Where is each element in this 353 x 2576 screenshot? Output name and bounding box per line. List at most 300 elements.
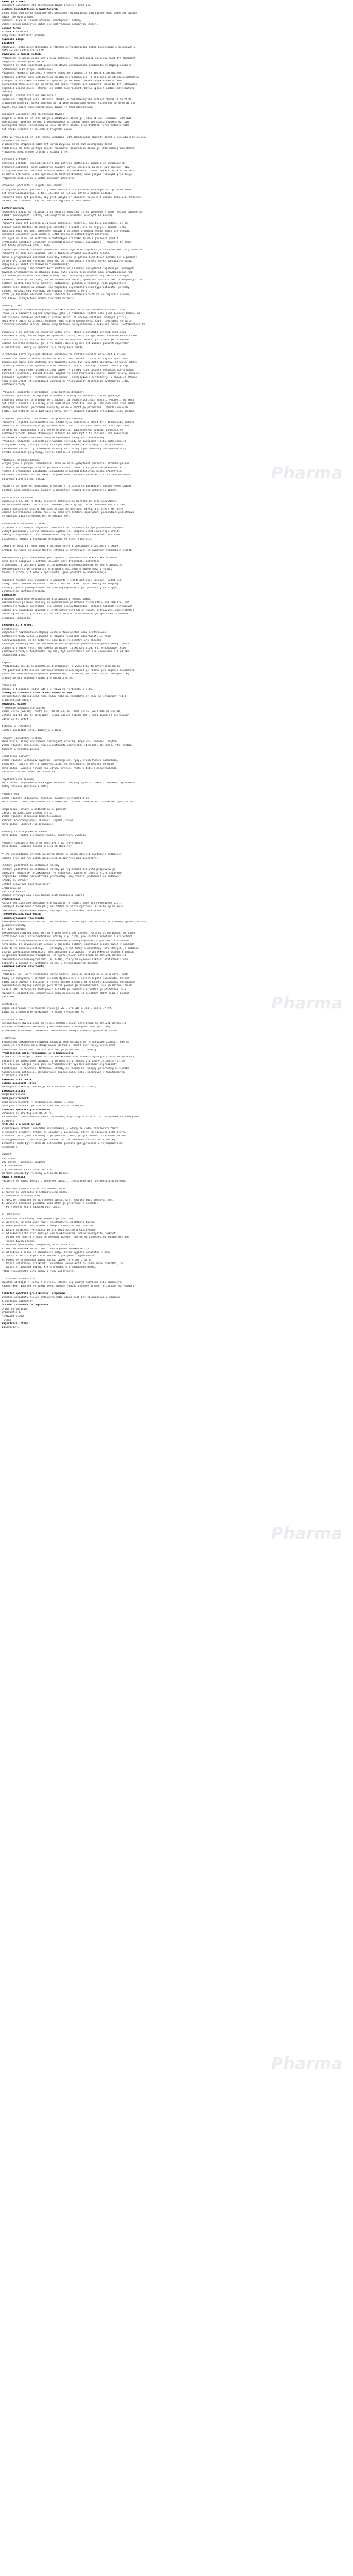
text-line: Pomocná látka se známým účinkem: monohydrát laktózy: [2, 19, 81, 22]
text-line: Beclomet Easyhaler 200 mikrogramů/dávka:: [2, 113, 64, 117]
text-line: Doba použitelnosti v neporušeném obalu: 3 roky.: [2, 1100, 75, 1104]
text-line: krátkodobě působící inhalační bronchodilatátor (např. salbutamol). Pacienti by měli: [2, 241, 131, 244]
text-line: systémovou léčbou. Tyto alergie by měly být léčeny symptomaticky antihistaminiky: [2, 447, 126, 451]
text-line: Není známo: Supresa funkce nadledvin, snížení růstu u dětí a dospívajících: [2, 766, 117, 770]
text-line: Převedení pacientů z jiných inhalátorů:: [2, 184, 63, 188]
text-line: sledování pacienta.: [2, 616, 32, 620]
section-heading: Těhotenství a kojení: [2, 624, 33, 627]
text-line: Finsko: [2, 1318, 11, 1322]
section-heading: FARMAKOLOGICKÉ VLASTNOSTI: [2, 913, 41, 917]
text-line: mikrogramů/den. Jestliže se dávka již ukáže vhodnou pro pacienta, měla by být titrována: [2, 83, 137, 87]
text-line: Velmi vzácné: paradoxní bronchospasmus: [2, 815, 61, 819]
text-line: Systémové účinky inhalačních kortikosteroidů se mohou vyskytnout zejména při vysokých: [2, 267, 134, 270]
text-line: Doba použitelnosti po prvním otevření obalu: 6 měsíců.: [2, 1105, 86, 1108]
text-line: Orionintie 1: [2, 1311, 21, 1314]
text-line: dávce 160 mikrogramů.: [2, 15, 35, 19]
text-line: syndrom, cushingoidní rysy, útlum funkce nadledvin, zpomalení růstu u dětí a dospívajících,: [2, 278, 144, 282]
text-line: Není známo: Snížení kostní minerální denzity*: [2, 845, 72, 849]
spc-leaflet: [2, 1, 351, 1330]
text-line: inhalačních kortikosteroidů.: [2, 590, 46, 593]
text-line: účinky na adresu:: [2, 879, 28, 882]
text-line: Dávkování: Nejobvyklejší udržovací dávka je 200 mikrogramů dvakrát denně. V těžších: [2, 98, 131, 101]
text-line: a nerezové pružiny. Prášek je obsažen v zásobníku, který je součástí inhalátoru.: [2, 1130, 126, 1134]
text-line: účinků při souběžném užívání silných inhibitorů CYP3A (např. ritonaviru, kobicistatu): [2, 609, 134, 612]
text-line: A. Vložení inhalátoru do ochranného obalu:: [2, 1187, 68, 1191]
text-line: Lékaři by měli být obezřetní k možnému rozvoji pneumonie u pacientů s CHOPN,: [2, 545, 120, 548]
text-line: být zvážena indikace pacienta k očnímu lékaři za účelem vyšetření možných příčin,: [2, 316, 128, 319]
section-heading: Seznam pomocných látek: [2, 1082, 36, 1085]
text-line: důležité. Umožňuje to pokračovat ve sledování poměru přínosů a rizik léčivého: [2, 872, 122, 875]
text-line: Další informace: Stisknutí inhalátoru několikrát za sebou může způsobit, že: [2, 1262, 124, 1265]
text-line: Doporučuje se pravidelně sledovat výšku dětí, které dlouhodobě užívají inhalační: [2, 331, 126, 334]
text-line: 4. Držte inhalátor ve svislé poloze mezi palcem a ukazovákem.: [2, 1228, 97, 1232]
text-line: údajů nelze určit).: [2, 717, 32, 721]
text-line: mezi které patří katarakta, glaukom nebo vzácné onemocnění, např. centrální serózní: [2, 319, 131, 323]
section-heading: FARMACEUTICKÉ ÚDAJE: [2, 1078, 32, 1082]
text-line: teratogenní u hlodavců. Nežádoucí účinky na reprodukci nebyly pozorovány u člověka.: [2, 1067, 131, 1070]
text-line: Pacienty je nutno poučit o správném použití inhalátoru dle následujícího návodu:: [2, 1179, 126, 1183]
text-line: 2 × 200 dávek: [2, 1165, 22, 1168]
text-line: Poruchy oka: [2, 793, 19, 796]
text-line: elastomer).: [2, 1146, 19, 1149]
text-line: případech může být dávka zvýšena až na 1600 mikrogramů denně, rozdělená do dvou až čtyř: [2, 102, 137, 105]
text-line: léčivá látka dostane do cílových oblastí v plicích. Pro co nejvyšší účinek léčby: [2, 226, 126, 229]
text-line: účinná kontrola astmatu, je-li to možné. Navíc by měl být zvážen pacient doporučen: [2, 342, 129, 346]
text-line: Přibližně 10 – 30 % inhalované dávky léčivé látky se dostane do plic a větší část: [2, 973, 128, 977]
text-line: U systémového i lokálního podání kortikosteroidů může být hlášena porucha zraku.: [2, 308, 126, 312]
text-line: Farmakoterapeutická skupina: Jiná inhalační léčiva opatření obstrukční choroby dýchacích cest,: [2, 920, 148, 924]
text-line: glukokortikoidy.: [2, 924, 27, 928]
text-line: hypoadrenalismu.: [2, 654, 27, 657]
text-line: Velmi vzácné: Cushingův syndrom, cushingoidní rysy, útlum funkce nadledvin,: [2, 759, 119, 762]
text-line: při které je zajištěna účinná kontrola astmatu.: [2, 297, 75, 300]
section-heading: Léková forma: [2, 27, 21, 30]
text-line: tvorba zánětlivých mediátorů. Beklometason-dipropionát je prolékem se slabou afinitou: [2, 950, 134, 954]
section-heading: Nežádoucí účinky: [2, 703, 27, 706]
text-line: Distribuce: [2, 1003, 18, 1007]
section-heading: Druh obalu a obsah balení: [2, 1123, 41, 1127]
text-line: odpovědí pacienta.: [2, 139, 30, 143]
text-line: účinně kontrolováno astma. Navíc by mělo být zváženo doporučení pacienta k pediatrovi: [2, 511, 134, 514]
text-line: Méně časté: alergické reakce zahrnující exantém, kopřivku, svědění, erytém: [2, 740, 117, 743]
text-line: Doporučuje se, aby u dětí, léčených inhalačními kortikoidy byla pravidelně: [2, 500, 117, 503]
text-line: rozdělenou do dvou až čtyř dávek. Maximální doporučená dávka je 1000 mikrogramů denně.: [2, 147, 136, 150]
text-line: Pokud se u pacienta objeví symptomy, jako je rozmazané vidění nebo jiné poruchy zraku, má: [2, 312, 141, 316]
text-line: Nejvyšší je podat systémové kortikosteroidy.: [2, 263, 71, 267]
text-line: Pacienti musí být poučeni o správné inhalační technice, aby bylo zajištěno, že se: [2, 222, 128, 226]
text-line: 9. Pokud je předepsána další dávka, opakujte kroky 3 až 8.: [2, 1258, 92, 1262]
text-line: Počáteční dávka u pacientů s lehkým astmatem (stupeň 2) je 400 mikrogramů/den,: [2, 72, 124, 75]
text-line: snížení kostní minerální denzity, katarakta, glaukom a vzácněji řada psychických: [2, 282, 126, 286]
text-line: Zažívací systém: eventuální nauzea: [2, 770, 55, 773]
text-line: Kojení: [2, 662, 11, 664]
text-line: Neaplikovatelné.: [2, 1093, 27, 1097]
text-line: Infekce a infestace: [2, 725, 32, 729]
pharma-watermark: Pharma: [271, 1523, 342, 1543]
text-line: být dávka zvýšena až na 2000 mikrogramů denně.: [2, 128, 74, 131]
text-line: Vzácné: bronchospasmus, dušnost, sípání, kašel: [2, 819, 74, 822]
text-line: nepravděpodobné, že by tyto výsledky byly relevantní pro člověka.: [2, 639, 103, 642]
text-line: Velmi vzácné: angioedém, hypersenzitivita zahrnující edém očí, obličeje, rtů, hrdla,: [2, 744, 133, 748]
text-line: Paradoxní bronchospasmus:: [2, 458, 41, 462]
text-line: kortikosteroidy v těhotenství by měly být novorozenci pečlivě sledováni z hlediska: [2, 650, 129, 653]
text-line: 2. Jestliže je inhalátor nový, zkontrolujte počítadlo dávek.: [2, 1221, 95, 1224]
text-line: Předklinické údaje získané na základě konvenčních farmakologických studií bezpečnosti,: [2, 1056, 136, 1059]
text-line: méně často spojován s infekcí dolních cest dýchacích. Informace: [2, 560, 100, 563]
text-line: Rizikové faktory pro pneumonii u pacientů s CHOPN zahrnují kouření, vyšší věk,: [2, 578, 124, 582]
section-heading: Klinické údaje: [2, 38, 24, 41]
text-line: Uchovávejte při teplotě do 30 °C.: [2, 1112, 54, 1115]
text-line: mít tento přípravek vždy u sebe.: [2, 244, 52, 248]
text-line: Zhoršení astmatu:: [2, 158, 28, 161]
text-line: bronchodilatancií) může vyžadovat zvýšení dávky. Pacienti by měli být poučeni, aby: [2, 166, 129, 169]
text-line: kortikosteroidů. Během stresových situací by měli být tito pacienti pod lékařským: [2, 432, 128, 436]
section-heading: Farmakodynamické vlastnosti: [2, 917, 44, 920]
text-line: Přípravek není vhodný pro děti mladší 6 let.: [2, 151, 71, 154]
text-line: B. Inhalace:: [2, 1213, 21, 1217]
text-line: Poruchy zraku: [2, 305, 22, 308]
text-line: účinky (viz bod "Zvláštní upozornění a opatření pro použití").: [2, 857, 98, 860]
text-line: Pacienti musí být poučeni, aby před Easyhaler převedli silnu a hlubokou inhalaci. Pacienti: [2, 196, 142, 199]
text-line: Na trhu nemusí být všechny velikosti balení.: [2, 1172, 71, 1175]
text-line: Šrobárova 48: [2, 887, 21, 890]
text-line: Převedení pacientů z perorální léčby kortikosteroidy:: [2, 417, 85, 421]
text-line: 4. Zavřete ochranné pouzdro. Inhalátor je připraven k použití.: [2, 1202, 98, 1205]
text-line: Prášek k inhalaci.: [2, 31, 30, 34]
pharma-watermark: Pharma: [271, 2053, 342, 2073]
text-line: Nejsou k dispozici žádné údaje o vlivu na fertilitu u lidí.: [2, 687, 94, 691]
text-line: Zhoršení astmatu (ukazují vzrůstající potřebu krátkodobě působících inhalačních: [2, 162, 125, 166]
section-heading: Registrační číslo: [2, 1322, 28, 1325]
text-line: (stupeň 3) a těžkým astmatem (stupeň 4) je počáteční dávka obvykle 800 – 1600: [2, 79, 122, 82]
text-line: Není známo: Eosinofilní pneumonie: [2, 823, 54, 826]
text-line: Potom jej nechte vrátit do původní polohy. Tím se do inhalačního kanálu dostane: [2, 1236, 129, 1239]
text-line: důvodu a proto, vzhledem k opatrnosti, jeho použití se nedoporučuje.: [2, 571, 108, 574]
section-heading: Držitel rozhodnutí o registraci: [2, 1304, 50, 1307]
text-line: v případě náhlého zhoršení astmatu okamžitě kontaktovali svého lékaře. V této situaci: [2, 169, 134, 173]
text-line: protože klinické příznaky těchto infekcí se překrývají se symptomy exacerbací CHOPN.: [2, 548, 133, 552]
text-line: nejnižší účinné dávce, kterou lze astma kontrolovat. Dávku upravit podle individuální: [2, 87, 134, 90]
text-line: snížit dávku inhalačního kortikosteroidu na nejnižší dávku, při které je ještě: [2, 507, 124, 511]
section-heading: Interakce: [2, 594, 16, 597]
text-line: vlhkostí.: [2, 1119, 16, 1123]
section-heading: Zvláštní opatření pro uchovávání: [2, 1108, 52, 1112]
text-line: účinků nebo účinků na chování zahrnujících psychomotorickou hyperaktivitu, poruchy: [2, 286, 129, 289]
text-line: * Při dlouhodobém užívání vysokých dávek se mohou objevit systémové nežádoucí: [2, 853, 122, 857]
text-line: Easyhaler užíván pravidelně.: [2, 61, 46, 64]
text-line: Beklometason je ve srovnání s placebem u pacientů s CHOPN nemá z tohoto: [2, 567, 112, 571]
text-line: 100 41 Praha 10: [2, 890, 25, 894]
text-line: Fertilita: [2, 684, 16, 687]
text-line: beklometason-dipropionátu po perorálním podání je zanedbatelná, ale je metabolizován: [2, 984, 133, 988]
section-heading: Název přípravku: [2, 1, 25, 4]
text-line: Pacienti se vzácnými dědičnými problémy s intolerancí galaktózy, úplným nedostatkem: [2, 485, 131, 488]
text-line: aktivitu a minimální systémový účinek v terapeutických dávkách.: [2, 962, 100, 965]
text-line: protizánětlivé a vazokonstrikční účinky v plicích, pro snížení symptomů a exacerbací: [2, 935, 133, 939]
text-line: Převádění pacientů léčených perorálními steroidy na inhalační léčbu může odhalit: [2, 439, 126, 443]
text-line: Potom vypláchněte ústa vodou a vodu vyplivněte.: [2, 1269, 75, 1273]
pharma-watermark: Pharma: [271, 463, 342, 482]
text-line: se specializací na onemocnění dýchacích cest.: [2, 515, 72, 518]
text-line: dávek. Maximální doporučená denní dávka je 2000 mikrogramů.: [2, 105, 94, 109]
text-line: dávkách předepsaných po dlouhou dobu. Tyto účinky jsou mnohem méně pravděpodobné než: [2, 271, 133, 274]
text-line: 2. Otevřete ochranný obal.: [2, 1195, 42, 1198]
text-line: a beklometason (BOH). Neaktivní metabolity nemají farmakologickou aktivitu.: [2, 1029, 119, 1033]
text-line: Plastové části jsou vyrobeny z polyesteru, LDPE, polykarbonátu, styren-butadienu: [2, 1135, 126, 1138]
text-line: Není známo: Psychomotorická hyperaktivita, poruchy spánku, úzkost, deprese, agresivita,: [2, 782, 137, 785]
text-line: by měl být urgentně vyšetřen lékařem. Je třeba zvážit zvýšení dávky kortikosteroidů.: [2, 259, 133, 263]
text-line: 3. Před použitím inhalátorem třepejte nahoru a dolů 3–5krát.: [2, 1225, 95, 1228]
text-line: být individualizována, a to s ohledem na léčivou látku a metodu podání.: [2, 192, 112, 196]
text-line: Děti ve věku 6 až 12 let: jedna inhalace (200 mikrogramů) dvakrát denně v souladu s klinickou: [2, 135, 146, 139]
section-heading: Inkompatibility: [2, 1089, 25, 1093]
text-line: Po vložení krytu náustku odstraňte.: [2, 1206, 61, 1209]
text-line: ATC kód: R03BA01: [2, 928, 27, 931]
text-line: studiích u zvířat.: [2, 1074, 30, 1078]
text-line: Časté: kandidóza ústní dutiny a hltanu: [2, 729, 61, 732]
text-line: přínos oproti možnému riziku pro matku i dítě.: [2, 676, 74, 680]
text-line: Stejně jako u jiných inhalačních léčiv se může vyskytnout paradoxní bronchospasmus: [2, 462, 129, 466]
text-line: Akutní toxicita beklometason-dipropionátu je nízká. Také při nesprávném užití: [2, 902, 122, 905]
text-line: Hypersenzitivita na léčivou látku nebo na pomocnou látku uvedenou v bodě "Seznam pomocných: [2, 211, 142, 214]
text-line: nízký index tělesné hmotnosti (BMI) a těžkou CHOPN. Tyto faktory by měly být: [2, 583, 120, 586]
text-line: laktázy nebo malabsorpcí glukózy a galaktózy nemají tento přípravek užívat.: [2, 488, 119, 492]
text-line: a/nebo lokálními přípravky, včetně lokálních steroidů.: [2, 451, 86, 454]
text-line: zahrnovat anorexii, bolest břicha, úbytek tělesné hmotnosti, únavu, bolest hlavy, nauzeu,: [2, 372, 141, 376]
text-line: ke glukokortikoidnímu receptoru. Je hydrolyzován esterázami na aktivní metabolit: [2, 954, 126, 958]
text-line: 200 dávek: [2, 1157, 16, 1160]
text-line: Při podávání inhalačních kortikosteroidů během kojení je riziko pro kojence minimální.: [2, 669, 136, 672]
text-line: Předpokládá se, že beklometason-dipropionát je vylučován do mateřského mléka.: [2, 665, 122, 669]
section-heading: Předklinické údaje vztahující se k bezpečnosti: [2, 1052, 74, 1055]
text-line: Pediatrická populace: [2, 496, 33, 500]
text-line: alergické stavy, jako je alergická rýma nebo ekzém, které byly dříve potlačeny: [2, 444, 124, 447]
text-line: Poruchy kůže a podkožní tkáně: [2, 830, 47, 834]
text-line: 6. Klidně vydechněte, nevydechujte do inhalátoru.: [2, 1244, 78, 1247]
text-line: Respirační, hrudní a mediastinální poruchy: [2, 808, 68, 811]
text-line: by mohly potenciálně vyvolat akutní adrenální krizi, zahrnují trauma, chirurgický: [2, 365, 128, 368]
text-line: Karcinogenní potenciál beklometason-dipropionátu nebyl pozorován v dlouhodobých: [2, 1070, 125, 1074]
text-line: (B-17-MP).: [2, 996, 18, 999]
text-line: V případě převodu pacienta z jiného inhalátoru s práškem na Easyhaler by léčba měla: [2, 188, 131, 191]
text-line: a polypropylenu. Inhalátor je zabalen do laminátového sáčku a do krabičky.: [2, 1138, 117, 1142]
text-line: 2 × 200 dávek + ochranné pouzdro: [2, 1168, 52, 1172]
text-line: Po otevření laminátového sáčku: Uchovávejte při teplotě do 25 °C. Přípravek chraňte před: [2, 1116, 139, 1119]
text-line: Monohydrát laktózy (obsahuje malé množství mléčných bílkovin): [2, 1086, 97, 1089]
text-line: zákrok, infekci nebo rychlé snížení dávky. Příznaky jsou typicky nespecifické a mohou: [2, 368, 134, 372]
text-line: Bezpečnost beklometason-dipropionátu v těhotenství nebyla stanovena.: [2, 631, 108, 634]
text-line: pro člověka. Stejně jako jiné kortikosteroidy byl beklometason-dipropionát: [2, 1063, 117, 1067]
text-line: Všechen nepoužitý léčivý přípravek nebo odpad musí být zlikvidován v souladu: [2, 1296, 120, 1299]
text-line: Není známo: Kožní alergické reakce, svědivost, vyrážka: [2, 834, 86, 838]
text-line: být stabilizovaní v klinicky stabilním stavu před tím, než je zahájena inhalační léčba.: [2, 402, 137, 406]
text-line: Poruchy svalové a kosterní soustavy a pojivové tkáně: [2, 842, 83, 845]
text-line: s okamžitým zvýšeným sípáním po podání dávky. Tento stav je nutné okamžitě léčit: [2, 466, 126, 469]
text-line: Není známo: rozmazané vidění (viz také bod "Zvláštní upozornění a opatření pro použití"): [2, 800, 139, 803]
text-line: Kortikosteroidy vedou u zvířat k rozvoji fetálních abnormalit. Je však: [2, 635, 111, 639]
text-line: Náhlé a progresivní zhoršení kontroly astmatu je potenciálně život ohrožující a pacient: [2, 256, 137, 259]
text-line: Beklometason-dipropionát nemá žádný nebo má zanedbatelný vliv na schopnost řídit: [2, 695, 126, 699]
text-line: k pediatrovi, který se specializuje na dýchací cesty.: [2, 346, 85, 349]
text-line: Biotransformace: [2, 1018, 25, 1021]
text-line: Beclomet Easyhaler 200 mikrogramů/dávka prášek k inhalaci: [2, 4, 91, 8]
text-line: Beclomet Easyhaler není určen k léčbě akutních astmatických záchvatů.: [2, 233, 109, 237]
text-line: 5. Stiskněte inhalátor mezi palcem a ukazovákem, dokud neuslyšíte cvaknutí.: [2, 1232, 119, 1235]
text-line: Těhotným ženám by měl být beklometason-dipropionát předepisován pouze tehdy, je-li: [2, 643, 129, 646]
text-line: kortikosteroidy.: [2, 383, 27, 387]
text-line: 1. Odstraňte ochranný obal (nebo kryt náustku).: [2, 1217, 75, 1221]
text-line: FI-02200 Espoo: [2, 1315, 24, 1318]
text-line: kortikosteroidy a interakce jsou obecně nepravděpodobné; nicméně možnost systémových: [2, 605, 133, 609]
text-line: nebo elektivních chirurgických zákroků je třeba zvážit doplňkovou systémovou léčbu: [2, 379, 129, 383]
text-line: 1. Vyndejte inhalátor z laminátového sáčku.: [2, 1191, 69, 1194]
text-line: potřeby.: [2, 91, 15, 94]
text-line: přípravku. Žádáme zdravotnické pracovníky, aby hlásili podezření na nežádoucí: [2, 875, 122, 879]
section-heading: Návod k použití: [2, 1176, 25, 1179]
text-line: Pneumonie u pacientů s CHOPN: [2, 523, 46, 526]
text-line: Časté: chrapot, podráždění hrdla: [2, 812, 52, 815]
text-line: skutečnost nebyla přesvědčivě prokázána ve všech studiích.: [2, 537, 92, 541]
text-line: vylučuje přibližně 60 % dávky během 96 hodin, menší část se vylučuje močí.: [2, 1044, 117, 1048]
text-line: s místními požadavky.: [2, 1299, 35, 1303]
text-line: Proto je důležité udržovat dávku inhalačního kortikosteroidu na co nejnižší úrovni,: [2, 293, 131, 297]
text-line: při léčbě perorálními kortikosteroidy. Mezi možné systémové účinky patří Cushingův: [2, 275, 129, 278]
text-line: Pro rychlou úlevu od akutních astmatických příznaků by měli pacienti použít: [2, 237, 119, 240]
text-line: chorioretinopatie (CSCR), které byly hlášeny po systémovém i lokálním podání kortikosteroidů.: [2, 323, 146, 327]
text-line: Přípravek není určen k léčbě akutních záchvatů.: [2, 177, 75, 180]
text-line: Bílý nebo téměř bílý prášek.: [2, 34, 46, 38]
text-line: Je-li beklometason-dipropionát podáván kojícím ženám, je třeba zvážit terapeutický: [2, 673, 129, 676]
text-line: kapesníkem. Náustek se nikdy nesmí umývat vodou, protože prášek je citlivý na vlhkost.: [2, 1285, 136, 1288]
text-line: a obsluhovat stroje.: [2, 699, 33, 702]
text-line: o pneumonii u pacientů užívajících beklometason-dipropionát nejsou k dispozici.: [2, 564, 125, 567]
text-line: zvláštní opatrnost a pravidelné sledování adrenokortikálních funkcí. Pacienti by měli: [2, 398, 134, 402]
text-line: není znám. Je považován za účinný v důsledku snížení zánětlivé reakce buněk v plicích.: [2, 943, 136, 947]
text-line: Endokrinní poruchy: [2, 755, 30, 759]
text-line: zadržte dech alespoň 5–10 sekund a pak pomalu vydechněte.: [2, 1255, 95, 1258]
text-line: toxicity po opakovaném podávání a genotoxicity neodhalily žádné zvláštní riziko: [2, 1059, 125, 1063]
text-line: Těhotenství: [2, 627, 19, 631]
text-line: monitorována výška. Je-li růst zpomalen, měla by být léčba přehodnocena s cílem: [2, 504, 125, 507]
section-heading: Účinky na schopnost řídit a obsluhovat stroje: [2, 692, 72, 695]
section-heading: Doba použitelnosti: [2, 1097, 30, 1100]
text-line: Balení:: [2, 1153, 13, 1157]
text-line: zahájena alternativní léčba.: [2, 477, 46, 481]
text-line: Maximální plazmatické koncentrace jsou dosaženy po 15 minutách (BDP) a po 1 hodině: [2, 992, 129, 995]
text-line: jedna dávka prášku.: [2, 1239, 36, 1243]
text-line: funkce nadledvin a akutní adrenální krizi. Děti mladší 16 let užívající vyšší než: [2, 357, 128, 361]
text-line: mikrogramů) dvakrát denně. V odůvodněných případech může být dávka zvýšena na 1600: [2, 121, 129, 124]
text-line: Převádění pacientů léčených perorálními steroidy na inhalační léčbu vyžaduje: [2, 395, 120, 398]
text-line: Beklometason je méně závislý na metabolismu prostřednictvím CYP3A než některé jiné: [2, 601, 129, 604]
text-line: dávky je zachycena v horních cestách dýchacích a v ústech a poté spolknuta. Účinná: [2, 977, 129, 980]
text-line: změny chování (zejména u dětí): [2, 785, 49, 789]
text-line: přihlédnutím ke stupni onemocnění.: [2, 68, 55, 71]
text-line: beklometason-17-monopropionát (B-17-MP), který má vysokou lokální protizánětlivou: [2, 958, 128, 961]
text-line: léčby. Pacienti by měli být upozorněni, aby v případě nutnosti vyhledali svého lékaře.: [2, 409, 136, 413]
text-line: 200 dávek + ochranné pouzdro: [2, 1160, 46, 1164]
text-line: astmatu. Přesný mechanismus účinku beklometason-dipropionátu u pacientů s astmatem: [2, 939, 129, 943]
text-line: Absorpce: [2, 969, 15, 973]
text-line: rychle a krátkodobě působícím inhalačním bronchodilatátorem. Léčba přípravkem: [2, 469, 122, 473]
text-line: 8. Zhluboka a silně se nadechněte ústy. Potom vyjměte inhalátor z úst,: [2, 1251, 111, 1254]
text-line: Beklometason-dipropionát je rychle metabolizován esterázami na aktivní metabolit: [2, 1022, 126, 1025]
text-line: Velmi vzácné: katarakta, glaukom, zvýšený nitrooční tlak: [2, 796, 89, 800]
text-line: Poruchy imunitního systému: [2, 736, 42, 740]
section-heading: Farmakokinetické vlastnosti: [2, 965, 44, 969]
text-line: nelze vyloučit, a proto se při užívání těchto léčiv doporučuje opatrnost a vhodné: [2, 613, 128, 616]
text-line: Státní ústav pro kontrolu léčiv: [2, 883, 50, 887]
text-line: Jsou to zejména eosinofily, T-lymfocyty, žírné buňky a makrofágy, při kterých je snížena: [2, 947, 139, 950]
text-line: přínos pro matku vyšší než jakékoliv možné riziko pro plod. Při dlouhodobé léčbě: [2, 646, 126, 650]
section-heading: Indikace: [2, 42, 15, 45]
text-line: Beklometason-dipropionát je syntetický steroidní prolék. Po inhalačním podání má silné: [2, 932, 136, 935]
text-line: spánku, úzkost, deprese nebo agresivitu (zejména u dětí).: [2, 289, 91, 293]
text-line: Významné interakce beklometason-dipropionátu nejsou známy.: [2, 597, 92, 601]
text-line: na B-17-MP. Biologická dostupnost B-17-MP po perorálním podání je přibližně 26 %.: [2, 988, 128, 991]
text-line: Náustek udržujte v suchu a čistotě. Otřete jej suchým hadříkem nebo papírovým: [2, 1281, 122, 1284]
text-line: musí pacienti Beclomet Easyhaler užívat pravidelně a nemají léčbu náhle přerušovat.: [2, 229, 131, 233]
text-line: vzácné (≥1/10 000 až <1/1 000), velmi vzácné (<1/10 000), není známo (z dostupných: [2, 714, 129, 717]
text-line: V závažných případech může být dávka zvýšena až na 800 mikrogramů denně: [2, 143, 112, 147]
text-line: Přípravek je určen pouze pro orální inhalaci. Pro optimální výsledky musí být Beclomet: [2, 57, 136, 60]
text-line: dohledem a zvážena možnost dočasné systémové léčby kortikosteroidy.: [2, 436, 106, 439]
text-line: by měla být dodržována i při léčbě nejvyššími doporučenými dávkami inhalačních: [2, 428, 124, 432]
pharma-watermark: Pharma: [271, 993, 342, 1013]
text-line: pokračovat doporučenou dávkou, aby byla zajištěna kontrola astmatu.: [2, 909, 106, 912]
text-line: výskyt pneumonie, včetně pneumonie vyžadující hospitalizaci. Existují určité: [2, 530, 120, 533]
text-line: Orion Corporation: [2, 1307, 28, 1311]
text-line: perorálními kortikosteroidy, by měli nosit kartu o užívání steroidů. Tato opatření: [2, 425, 129, 428]
text-line: vysokých dávek není třeba přijímat žádná zvláštní opatření. V léčbě by se mělo: [2, 905, 124, 909]
text-line: dětí ve věku starších 6 let.: [2, 49, 46, 52]
text-line: Hlášení podezření na nežádoucí účinky: [2, 864, 59, 868]
text-line: Beclomet Easyhaler má být okamžitě přerušena, pacient vyšetřen a v případě nutnosti: [2, 474, 131, 477]
text-line: Objem distribuce v ustáleném stavu je 20 l pro BDP a 424 l pro B-17-MP.: [2, 1007, 112, 1010]
text-line: snížit dávku inhalačního kortikosteroidu na nejnižší dávku, při které je zachována: [2, 338, 129, 342]
text-line: Vylučování beklometason-dipropionátu a jeho metabolitů je převážně stolicí, kde se: [2, 1040, 129, 1044]
text-line: Dlouhodobá léčba vysokými dávkami inhalačních kortikosteroidů může vést k útlumu: [2, 353, 126, 357]
text-line: kortikosteroidy. Pokud dojde ke zpomalení růstu, měla by být léčba přehodnocena s cílem: [2, 335, 137, 338]
section-heading: Zvláštní upozornění: [2, 218, 32, 221]
text-line: látek" (monohydrát laktózy, obsahující malé množství mléčných bílkovin).: [2, 214, 114, 218]
text-line: doporučené dávky beklometason-dipropionátu mohou být obzvláště ohroženy. Situace, které: [2, 361, 137, 364]
section-heading: Předávkování: [2, 898, 21, 901]
text-line: Vazba na plazmatické bílkoviny je mírně vysoká (87 %).: [2, 1010, 86, 1014]
text-line: zváženy, je-li předepisován flutikason-propionát a při použití jiných typů: [2, 586, 117, 590]
text-line: Udržovací léčba perzistujícího a těžkého perzistujícího astma bronchiale u dospělých a: [2, 45, 136, 49]
text-line: Úplný seznam pomocných látek viz bod "Seznam pomocných látek".: [2, 23, 98, 27]
text-line: Beklometason je v ambulantní péči oproti jiným inhalačním kortikosteroidům: [2, 556, 117, 560]
text-line: Pacienti, jejichž kortikosteroidní léčba byla ukončena a kteří byli dlouhodobě léčeni: [2, 421, 134, 424]
section-heading: Kontraindikace: [2, 207, 24, 210]
section-heading: Dávkování a způsob podání: [2, 53, 41, 57]
text-line: Převedení pacientů z perorální léčby kortikosteroidy:: [2, 391, 85, 394]
text-line: Psychiatrické poruchy: [2, 778, 35, 781]
text-line: Webové stránky: www.sukl.cz/nahlasit-nezadouci-ucinek: [2, 894, 85, 898]
text-line: Hlášení podezření na nežádoucí účinky po registraci léčivého přípravku je: [2, 868, 115, 871]
text-line: látka absorbovaná v plicích je rychle metabolizována na B-17-MP. Biologická dostupnost: [2, 980, 136, 984]
text-line: Pacienti by měli být poučeni, aby v takovém případě navštívili lékaře.: [2, 252, 111, 256]
text-line: Eliminace: [2, 1037, 16, 1040]
text-line: důkazy o zvýšeném riziku pneumonie se zvyšující se dávkou steroidu, ale tato: [2, 534, 120, 537]
text-line: Pacienti by měli dodržovat počáteční dávku inhalovaného beklometason-dipropionátu s: [2, 64, 131, 68]
section-heading: Zvláštní opatření pro likvidaci přípravku: [2, 1292, 66, 1295]
text-line: případně potřeby může být zvýšena na 800 mikrogramů/den. U pacientů se středním astmatem: [2, 75, 139, 79]
text-line: zvracení, hypotenzi, sníženou úroveň vědomí, hypoglykemii a záchvaty. V obdobích stresu: [2, 376, 137, 379]
text-line: mikrogramů denně rozdělenou do dvou až čtyř dávek. U nejtěžších forem astmatu může: [2, 124, 129, 128]
text-line: Dospělí a děti od 12 let: obvyklá udržovací dávka je jedna až dvě inhalace (200–400: [2, 117, 131, 120]
